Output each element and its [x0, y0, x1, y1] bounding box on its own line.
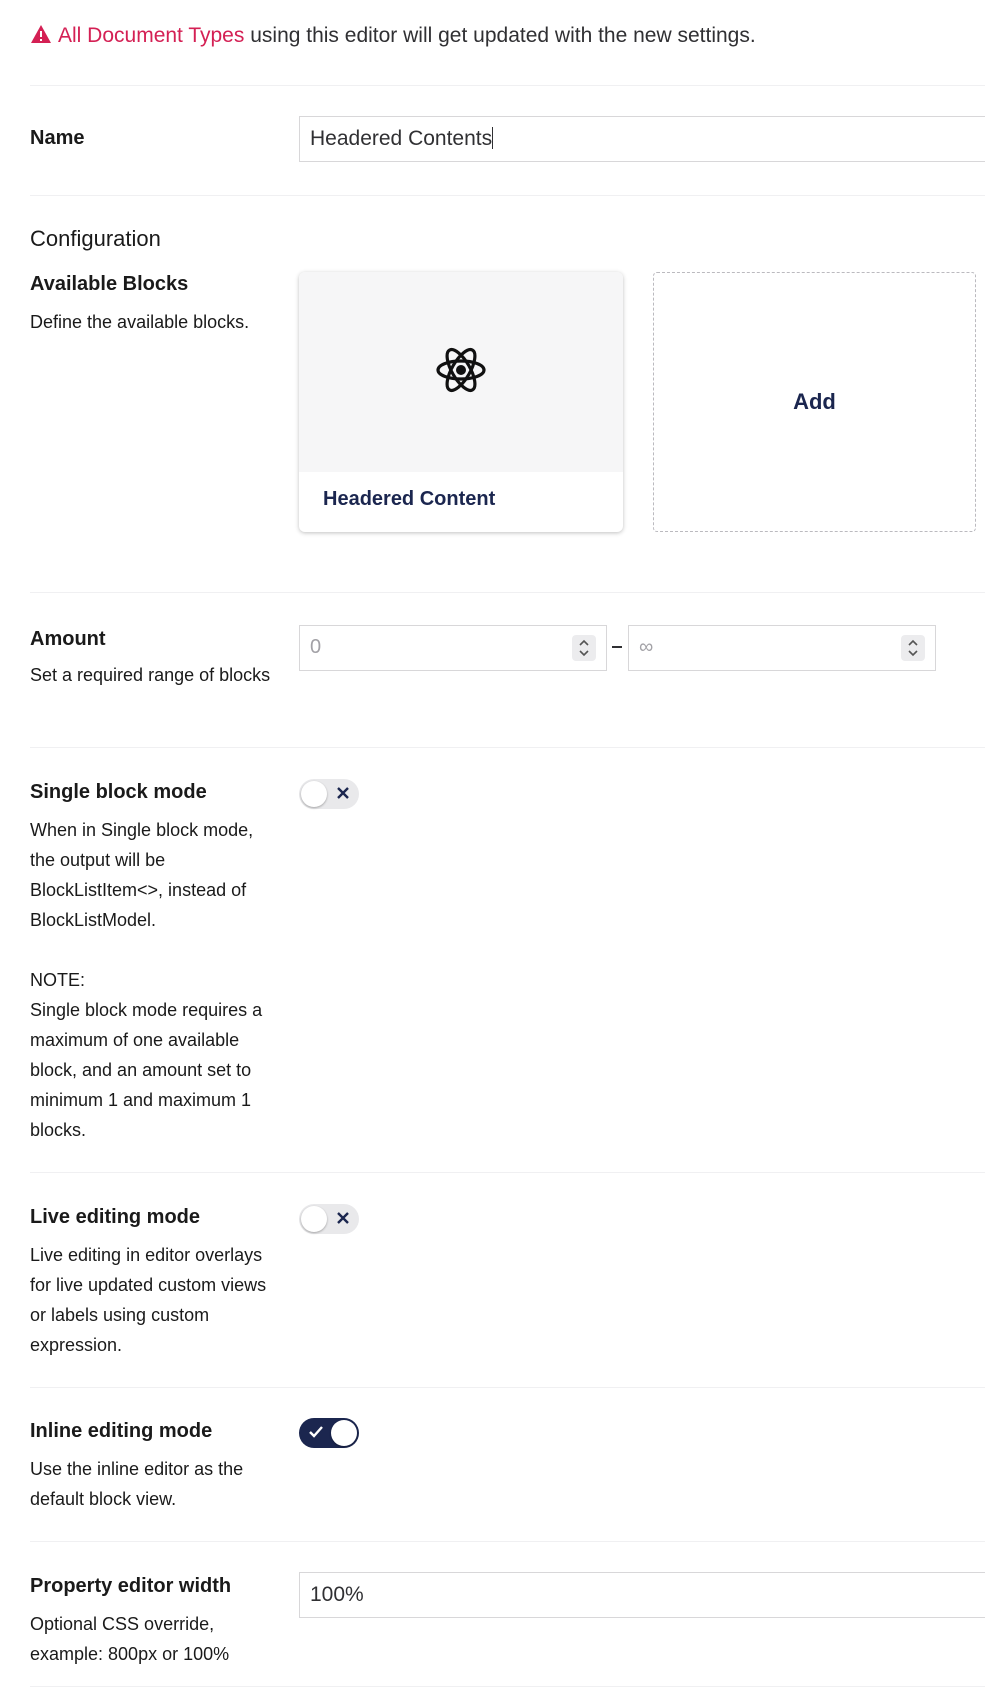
- amount-max-input[interactable]: [628, 625, 936, 671]
- single-block-mode-description: When in Single block mode, the output will be BlockListItem<>, instead of BlockListModel. NOTE: Single block mode requires a maximum of one available block, and an amount set to minimum 1 and maximum 1 blocks.: [30, 820, 263, 1140]
- checkmark-icon: [308, 1425, 324, 1439]
- text-caret: [492, 127, 493, 149]
- name-input-value: Headered Contents: [310, 127, 493, 150]
- live-editing-mode-label: Live editing mode: [30, 1206, 201, 1228]
- toggle-knob: [301, 1206, 327, 1232]
- property-editor-width-value: 100%: [310, 1583, 364, 1606]
- all-document-types-link[interactable]: All Document Types: [58, 24, 245, 47]
- inline-editing-mode-label: Inline editing mode: [30, 1420, 213, 1442]
- amount-description: Set a required range of blocks: [30, 665, 271, 685]
- divider: [30, 1686, 985, 1687]
- divider: [30, 85, 985, 86]
- block-card-headered-content[interactable]: [299, 272, 623, 532]
- toggle-knob: [331, 1420, 357, 1446]
- name-label: Name: [30, 127, 85, 149]
- spinner-arrows-icon: [572, 635, 596, 661]
- amount-max-spinner[interactable]: [901, 635, 925, 661]
- amount-label: Amount: [30, 628, 106, 650]
- divider: [30, 195, 985, 196]
- single-block-mode-label: Single block mode: [30, 781, 207, 803]
- close-icon: [336, 786, 350, 800]
- configuration-title: Configuration: [30, 226, 161, 251]
- update-warning: [30, 24, 756, 48]
- amount-min-input[interactable]: [299, 625, 607, 671]
- add-block-button[interactable]: [653, 272, 976, 532]
- divider: [30, 1541, 985, 1542]
- block-card-preview: [299, 272, 623, 472]
- inline-editing-mode-description: Use the inline editor as the default block view.: [30, 1459, 244, 1509]
- block-card-name: Headered Content: [323, 488, 496, 510]
- live-editing-mode-description: Live editing in editor overlays for live updated custom views or labels using custom expression.: [30, 1245, 267, 1355]
- amount-max-placeholder: ∞: [639, 636, 654, 658]
- available-blocks-label: Available Blocks: [30, 273, 189, 295]
- single-block-mode-toggle[interactable]: [299, 779, 359, 809]
- live-editing-mode-toggle[interactable]: [299, 1204, 359, 1234]
- amount-min-spinner[interactable]: [572, 635, 596, 661]
- toggle-knob: [301, 781, 327, 807]
- close-icon: [336, 1211, 350, 1225]
- atom-icon: [436, 343, 486, 397]
- spinner-arrows-icon: [901, 635, 925, 661]
- property-editor-width-description: Optional CSS override, example: 800px or 100%: [30, 1614, 230, 1664]
- amount-min-value: 0: [310, 636, 322, 658]
- inline-editing-mode-toggle[interactable]: [299, 1418, 359, 1448]
- property-editor-width-label: Property editor width: [30, 1575, 232, 1597]
- divider: [30, 747, 985, 748]
- divider: [30, 1387, 985, 1388]
- name-input[interactable]: [299, 116, 985, 162]
- divider: [30, 592, 985, 593]
- divider: [30, 1172, 985, 1173]
- warning-text: using this editor will get updated with the new settings.: [250, 24, 756, 47]
- add-block-label: Add: [793, 389, 836, 414]
- available-blocks-description: Define the available blocks.: [30, 312, 250, 332]
- warning-icon: [30, 24, 52, 44]
- property-editor-width-input[interactable]: [299, 1572, 985, 1618]
- range-separator: [612, 646, 622, 648]
